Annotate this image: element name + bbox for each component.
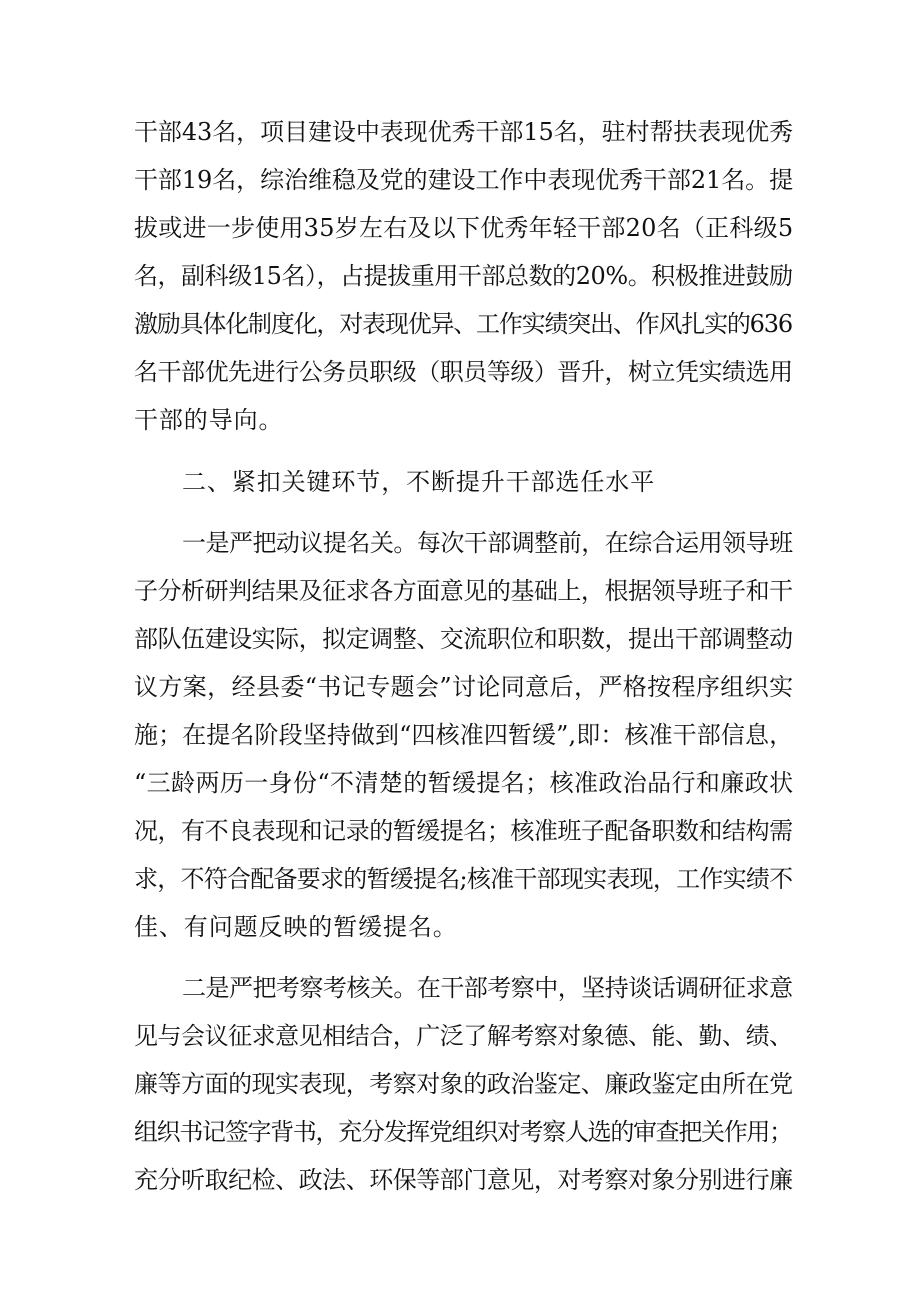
paragraph-3-line-1: 二是严把考察考核关。在干部考察中，坚持谈话调研征求意: [182, 974, 793, 1002]
paragraph-1-line-7: 干部的导向。: [134, 406, 284, 434]
section-heading: 二、紧扣关键环节，不断提升干部选任水平: [182, 468, 656, 496]
paragraph-2-line-9: 佳、有问题反映的暂缓提名。: [134, 913, 458, 941]
paragraph-2-line-3: 部队伍建设实际，拟定调整、交流职位和职数，提出干部调整动: [134, 625, 793, 653]
paragraph-3-line-5: 充分听取纪检、政法、环保等部门意见，对考察对象分别进行廉: [134, 1166, 793, 1194]
paragraph-1-line-3: 拔或进一步使用35岁左右及以下优秀年轻干部20名（正科级5: [134, 214, 794, 242]
paragraph-2-line-5: 施；在提名阶段坚持做到“四核准四暂缓”,即：核准干部信息，: [134, 721, 794, 749]
paragraph-1-line-6: 名干部优先进行公务员职级（职员等级）晋升，树立凭实绩选用: [134, 358, 793, 386]
paragraph-2-line-7: 况，有不良表现和记录的暂缓提名；核准班子配备职数和结构需: [134, 817, 793, 845]
paragraph-2-line-6: “三龄两历一身份“不清楚的暂缓提名；核准政治品行和廉政状: [134, 769, 794, 797]
paragraph-3-line-3: 廉等方面的现实表现，考察对象的政治鉴定、廉政鉴定由所在党: [134, 1070, 793, 1098]
paragraph-2-line-8: 求，不符合配备要求的暂缓提名;核准干部现实表现，工作实绩不: [134, 865, 793, 893]
paragraph-2-line-2: 子分析研判结果及征求各方面意见的基础上，根据领导班子和干: [134, 577, 793, 605]
paragraph-1-line-2: 干部19名，综治维稳及党的建设工作中表现优秀干部21名。提: [134, 166, 794, 194]
paragraph-3-line-4: 组织书记签字背书，充分发挥党组织对考察人选的审查把关作用；: [134, 1118, 792, 1146]
paragraph-3-line-2: 见与会议征求意见相结合，广泛了解考察对象德、能、勤、绩、: [134, 1022, 793, 1050]
paragraph-1-line-5: 激励具体化制度化，对表现优异、工作实绩突出、作风扎实的636: [134, 310, 792, 338]
paragraph-1-line-1: 干部43名，项目建设中表现优秀干部15名，驻村帮扶表现优秀: [134, 118, 794, 146]
paragraph-1-line-4: 名，副科级15名），占提拔重用干部总数的20%。积极推进鼓励: [134, 262, 793, 290]
paragraph-2-line-1: 一是严把动议提名关。每次干部调整前，在综合运用领导班: [182, 529, 793, 557]
paragraph-2-line-4: 议方案，经县委“书记专题会”讨论同意后，严格按程序组织实: [134, 673, 794, 701]
